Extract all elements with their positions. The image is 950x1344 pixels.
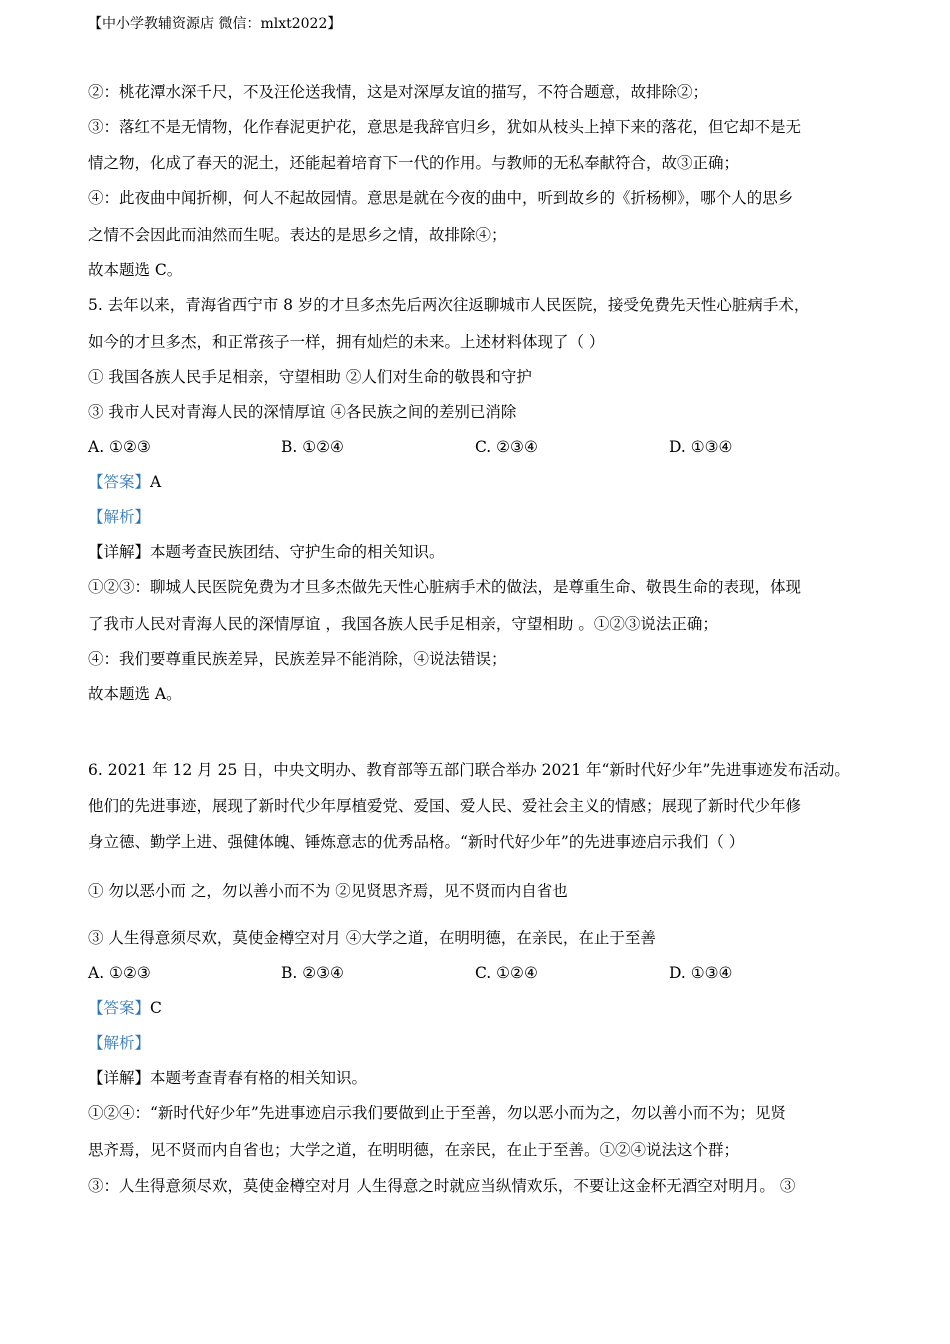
q6-stem-line: 他们的先进事迹，展现了新时代少年厚植爱党、爱国、爱人民、爱社会主义的情感；展现了新时代少年修: [88, 797, 802, 815]
answer-value: A: [150, 473, 162, 491]
q6-detail: [88, 1068, 367, 1088]
q6-explain-line: 思齐焉，见不贤而内自省也；大学之道，在明明德，在亲民，在止于至善。①②④说法这个群；: [88, 1141, 740, 1159]
q4-conclusion: 故本题选 C。: [88, 261, 183, 279]
q6-explain-line: ③：人生得意须尽欢，莫使金樽空对月 人生得意之时就应当纵情欢乐，不要让这金杯无酒空对明月。 ③: [88, 1177, 796, 1195]
q4-explain-line: 之情不会因此而油然而生呢。表达的是思乡之情，故排除④；: [88, 226, 507, 244]
q5-detail: [88, 542, 445, 562]
q4-explain-line: ③：落红不是无情物，化作春泥更护花，意思是我辞官归乡，犹如从枝头上掉下来的落花，但它却不是无: [88, 118, 802, 136]
answer-value: C: [150, 999, 162, 1017]
q6-option-d: D. ①③④: [669, 964, 733, 982]
q5-stem-line: 5. 去年以来，青海省西宁市 8 岁的才旦多杰先后两次往返聊城市人民医院，接受免费先天性心脏病手术，: [88, 296, 810, 314]
detail-text: 本题考查民族团结、守护生命的相关知识。: [150, 543, 445, 561]
q4-explain-line: 情之物，化成了春天的泥土，还能起着培育下一代的作用。与教师的无私奉献符合，故③正确；: [88, 154, 740, 172]
q6-answer: [88, 998, 162, 1018]
q5-option-c: C. ②③④: [475, 438, 538, 456]
q5-stem-line: 如今的才旦多杰，和正常孩子一样，拥有灿烂的未来。上述材料体现了（ ）: [88, 333, 605, 351]
q5-item-line: ① 我国各族人民手足相亲，守望相助 ②人们对生命的敬畏和守护: [88, 368, 532, 386]
q5-option-a: A. ①②③: [88, 438, 151, 456]
q4-explain-line: ④：此夜曲中闻折柳，何人不起故园情。意思是就在今夜的曲中，听到故乡的《折杨柳》，哪个人的思乡: [88, 189, 794, 207]
q6-stem-line: 身立德、勤学上进、强健体魄、锤炼意志的优秀品格。“新时代好少年”的先进事迹启示我们（ ）: [88, 833, 745, 851]
q5-answer: [88, 472, 161, 492]
q5-option-b: B. ①②④: [281, 438, 344, 456]
q4-explain-line: ②：桃花潭水深千尺，不及汪伦送我情，这是对深厚友谊的描写，不符合题意，故排除②；: [88, 83, 709, 101]
page-header: 【中小学教辅资源店 微信：mlxt2022】: [88, 16, 342, 32]
q6-item-line: ③ 人生得意须尽欢，莫使金樽空对月 ④大学之道，在明明德，在亲民，在止于至善: [88, 929, 656, 947]
q6-item-line: ① 勿以恶小而 之，勿以善小而不为 ②见贤思齐焉，见不贤而内自省也: [88, 882, 568, 900]
answer-label: 【答案】: [88, 473, 151, 491]
q6-option-b: B. ②③④: [281, 964, 344, 982]
q6-explain-line: ①②④：“新时代好少年”先进事迹启示我们要做到止于至善，勿以恶小而为之，勿以善小而不为；见贤: [88, 1104, 786, 1122]
q6-analysis-label: 【解析】: [88, 1034, 151, 1052]
detail-text: 本题考查青春有格的相关知识。: [150, 1069, 368, 1087]
detail-label: 【详解】: [88, 543, 151, 561]
q6-option-a: A. ①②③: [88, 964, 151, 982]
answer-label: 【答案】: [88, 999, 151, 1017]
q6-stem-line: 6. 2021 年 12 月 25 日，中央文明办、教育部等五部门联合举办 2021 年“新时代好少年”先进事迹发布活动。: [88, 761, 850, 779]
detail-label: 【详解】: [88, 1069, 151, 1087]
q5-explain-line: 了我市人民对青海人民的深情厚谊 ，我国各族人民手足相亲，守望相助 。①②③说法正确；: [88, 615, 718, 633]
q5-explain-line: ①②③：聊城人民医院免费为才旦多杰做先天性心脏病手术的做法，是尊重生命、敬畏生命的表现，体现: [88, 578, 802, 596]
q5-item-line: ③ 我市人民对青海人民的深情厚谊 ④各民族之间的差别已消除: [88, 403, 517, 421]
q5-option-d: D. ①③④: [669, 438, 733, 456]
q5-analysis-label: 【解析】: [88, 508, 151, 526]
q5-conclusion: 故本题选 A。: [88, 685, 182, 703]
q6-option-c: C. ①②④: [475, 964, 538, 982]
q5-explain-line: ④：我们要尊重民族差异，民族差异不能消除，④说法错误；: [88, 650, 507, 668]
